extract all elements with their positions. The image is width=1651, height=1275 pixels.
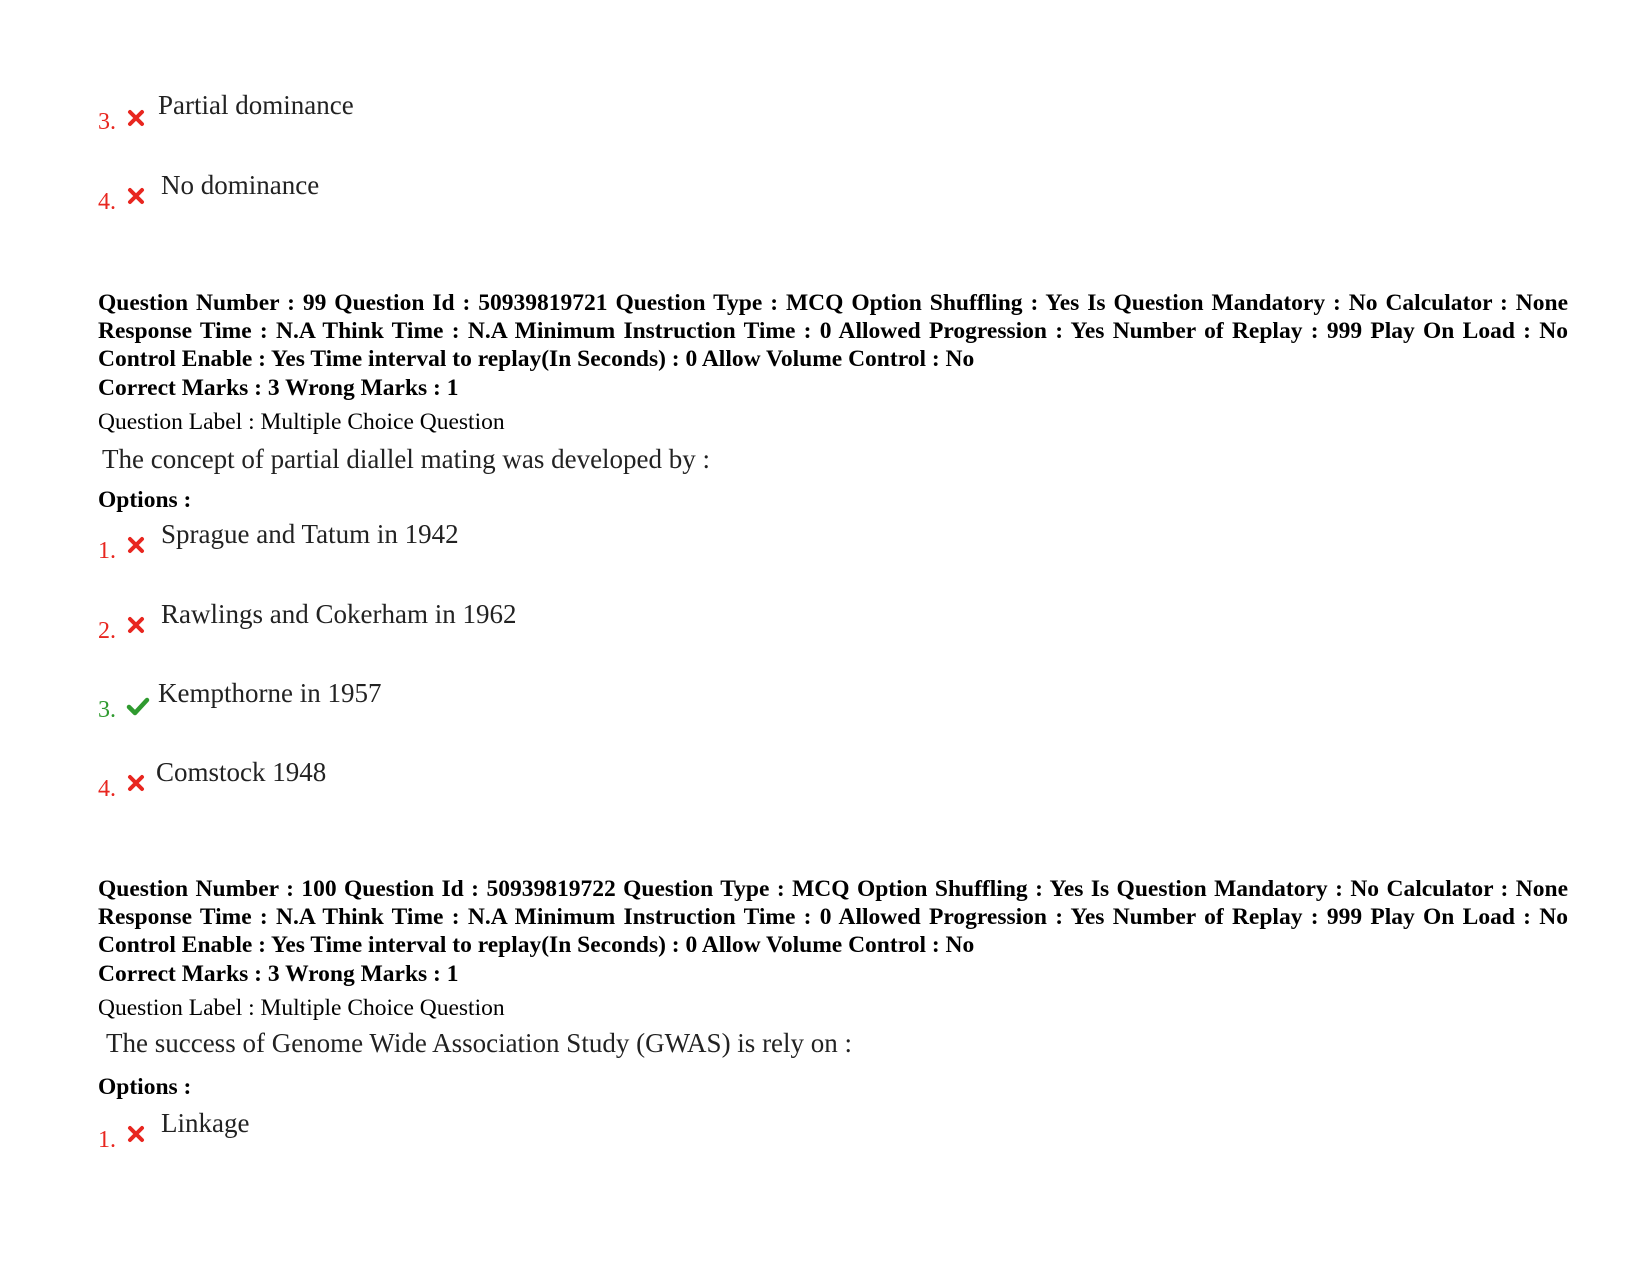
question-label: Question Label : Multiple Choice Question: [98, 995, 505, 1021]
cross-icon: [126, 108, 146, 128]
option-text: No dominance: [161, 170, 320, 200]
option-text: Kempthorne in 1957: [158, 678, 382, 708]
question-text: The concept of partial diallel mating was developed by :: [102, 444, 711, 474]
option-number: 4.: [98, 776, 116, 802]
option-text: Sprague and Tatum in 1942: [161, 519, 459, 549]
cross-icon: [126, 1124, 146, 1144]
option-text: Comstock 1948: [156, 757, 327, 787]
option-number: 3.: [98, 109, 116, 135]
check-icon: [126, 696, 150, 716]
option-text: Partial dominance: [158, 90, 354, 120]
options-heading: Options :: [98, 1074, 192, 1100]
option-number: 1.: [98, 538, 116, 564]
options-heading: Options :: [98, 487, 192, 513]
option-number: 4.: [98, 189, 116, 215]
option-number: 2.: [98, 618, 116, 644]
option-text: Rawlings and Cokerham in 1962: [161, 599, 517, 629]
question-label: Question Label : Multiple Choice Question: [98, 409, 505, 435]
question-marks: Correct Marks : 3 Wrong Marks : 1: [98, 961, 459, 987]
option-text: Linkage: [161, 1108, 250, 1138]
option-number: 3.: [98, 697, 116, 723]
question-meta: Question Number : 100 Question Id : 50939819722 Question Type : MCQ Option Shuffling : Yes Is Question Mandatory : No Calculator : None Response Time : N.A Think Time : N.A Minimum Instruction Time : 0 Allowed Progression : Yes Number of Replay : 999 Play On Load : No Control Enable : Yes Time interval to replay(In Seconds) : 0 Allow Volume Control : No: [98, 876, 1568, 958]
cross-icon: [126, 615, 146, 635]
cross-icon: [126, 186, 146, 206]
option-number: 1.: [98, 1127, 116, 1153]
question-meta: Question Number : 99 Question Id : 50939819721 Question Type : MCQ Option Shuffling : Yes Is Question Mandatory : No Calculator : None Response Time : N.A Think Time : N.A Minimum Instruction Time : 0 Allowed Progression : Yes Number of Replay : 999 Play On Load : No Control Enable : Yes Time interval to replay(In Seconds) : 0 Allow Volume Control : No: [98, 290, 1568, 372]
question-marks: Correct Marks : 3 Wrong Marks : 1: [98, 375, 459, 401]
question-text: The success of Genome Wide Association Study (GWAS) is rely on :: [106, 1028, 853, 1058]
cross-icon: [126, 773, 146, 793]
cross-icon: [126, 535, 146, 555]
